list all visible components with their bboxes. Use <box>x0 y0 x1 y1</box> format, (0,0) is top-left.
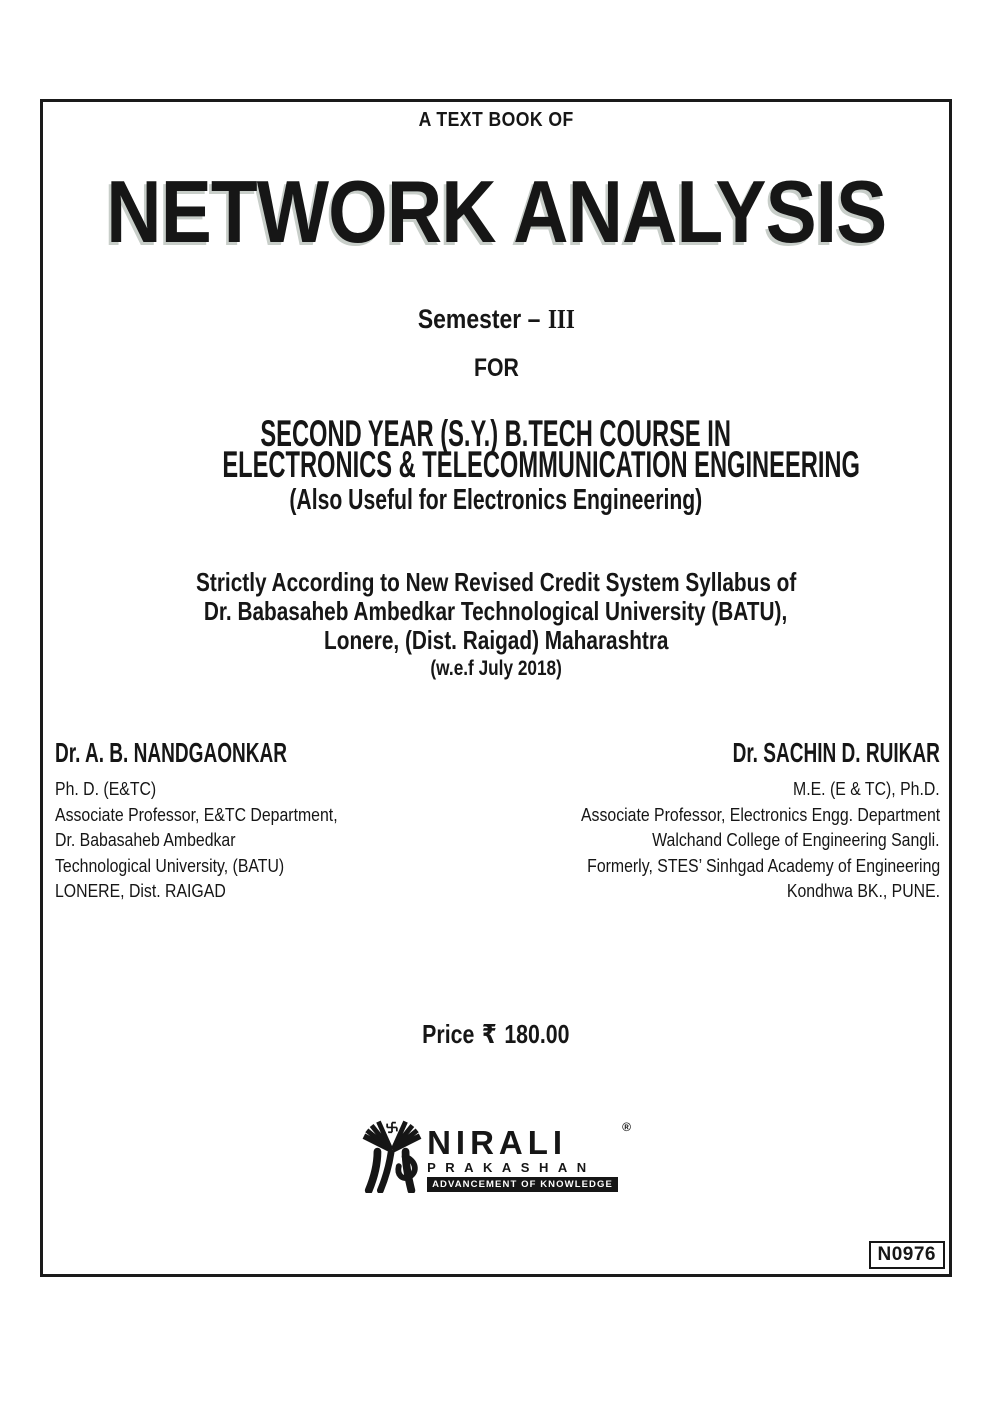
semester-text <box>418 304 575 335</box>
book-title-text: NETWORK ANALYSIS <box>105 162 887 261</box>
author-right-block <box>532 738 940 905</box>
price-text <box>422 1019 569 1050</box>
tagline-text: A TEXT BOOK OF <box>418 109 574 131</box>
course-title-block <box>43 413 949 517</box>
syllabus-line-4: (w.e.f July 2018) <box>430 657 562 680</box>
book-title <box>43 162 949 261</box>
publisher-logo <box>43 1120 949 1196</box>
author-right-line: M.E. (E & TC), Ph.D. <box>793 779 940 799</box>
author-left-line: Dr. Babasaheb Ambedkar <box>55 830 236 850</box>
author-right-line: Kondhwa BK., PUNE. <box>786 881 940 901</box>
registered-trademark-icon: ® <box>622 1120 631 1134</box>
for-label-row <box>43 354 949 383</box>
author-left-details <box>55 777 396 905</box>
nirali-monogram-icon <box>361 1120 423 1193</box>
course-note: (Also Useful for Electronics Engineering) <box>289 484 703 516</box>
book-code-badge: N0976 <box>869 1241 946 1269</box>
np-ligature <box>369 1152 415 1191</box>
semester-numeral: III <box>547 304 575 334</box>
price-amount: 180.00 <box>504 1019 570 1049</box>
author-left-block <box>55 738 396 905</box>
swastik-mark <box>387 1123 397 1133</box>
publisher-slogan: ADVANCEMENT OF KNOWLEDGE <box>427 1177 618 1192</box>
course-title-line-1: SECOND YEAR (S.Y.) B.TECH COURSE IN <box>260 413 732 454</box>
author-left-line: Technological University, (BATU) <box>55 855 285 876</box>
author-right-name: Dr. SACHIN D. RUIKAR <box>732 737 940 768</box>
author-right-line: Walchand College of Engineering Sangli. <box>652 830 940 850</box>
course-title-line-2: ELECTRONICS & TELECOMMUNICATION ENGINEERING <box>222 444 860 485</box>
page-frame <box>40 99 952 1277</box>
syllabus-note-block <box>43 568 949 683</box>
author-left-line: Associate Professor, E&TC Department, <box>55 804 338 825</box>
author-right-line: Formerly, STES’ Sinhgad Academy of Engineering <box>586 855 940 876</box>
rupee-symbol: ₹ <box>482 1020 497 1050</box>
syllabus-line-1: Strictly According to New Revised Credit System Syllabus of <box>195 567 797 597</box>
author-left-name: Dr. A. B. NANDGAONKAR <box>55 737 288 768</box>
author-left-line: LONERE, Dist. RAIGAD <box>55 881 226 901</box>
syllabus-line-2: Dr. Babasaheb Ambedkar Technological University (BATU), <box>204 596 788 626</box>
syllabus-line-3: Lonere, (Dist. Raigad) Maharashtra <box>323 625 669 655</box>
semester-line <box>43 304 949 335</box>
publisher-subname: PRAKASHAN <box>427 1160 596 1175</box>
author-right-line: Associate Professor, Electronics Engg. Department <box>580 804 940 825</box>
author-right-details <box>532 777 940 905</box>
price-line <box>43 1019 949 1050</box>
author-left-line: Ph. D. (E&TC) <box>55 779 157 799</box>
semester-label: Semester – <box>417 304 541 334</box>
for-label: FOR <box>473 354 519 382</box>
publisher-name: NIRALI <box>427 1124 568 1161</box>
price-label: Price <box>422 1019 475 1049</box>
publisher-wordmark <box>427 1120 631 1192</box>
tagline <box>43 109 949 132</box>
